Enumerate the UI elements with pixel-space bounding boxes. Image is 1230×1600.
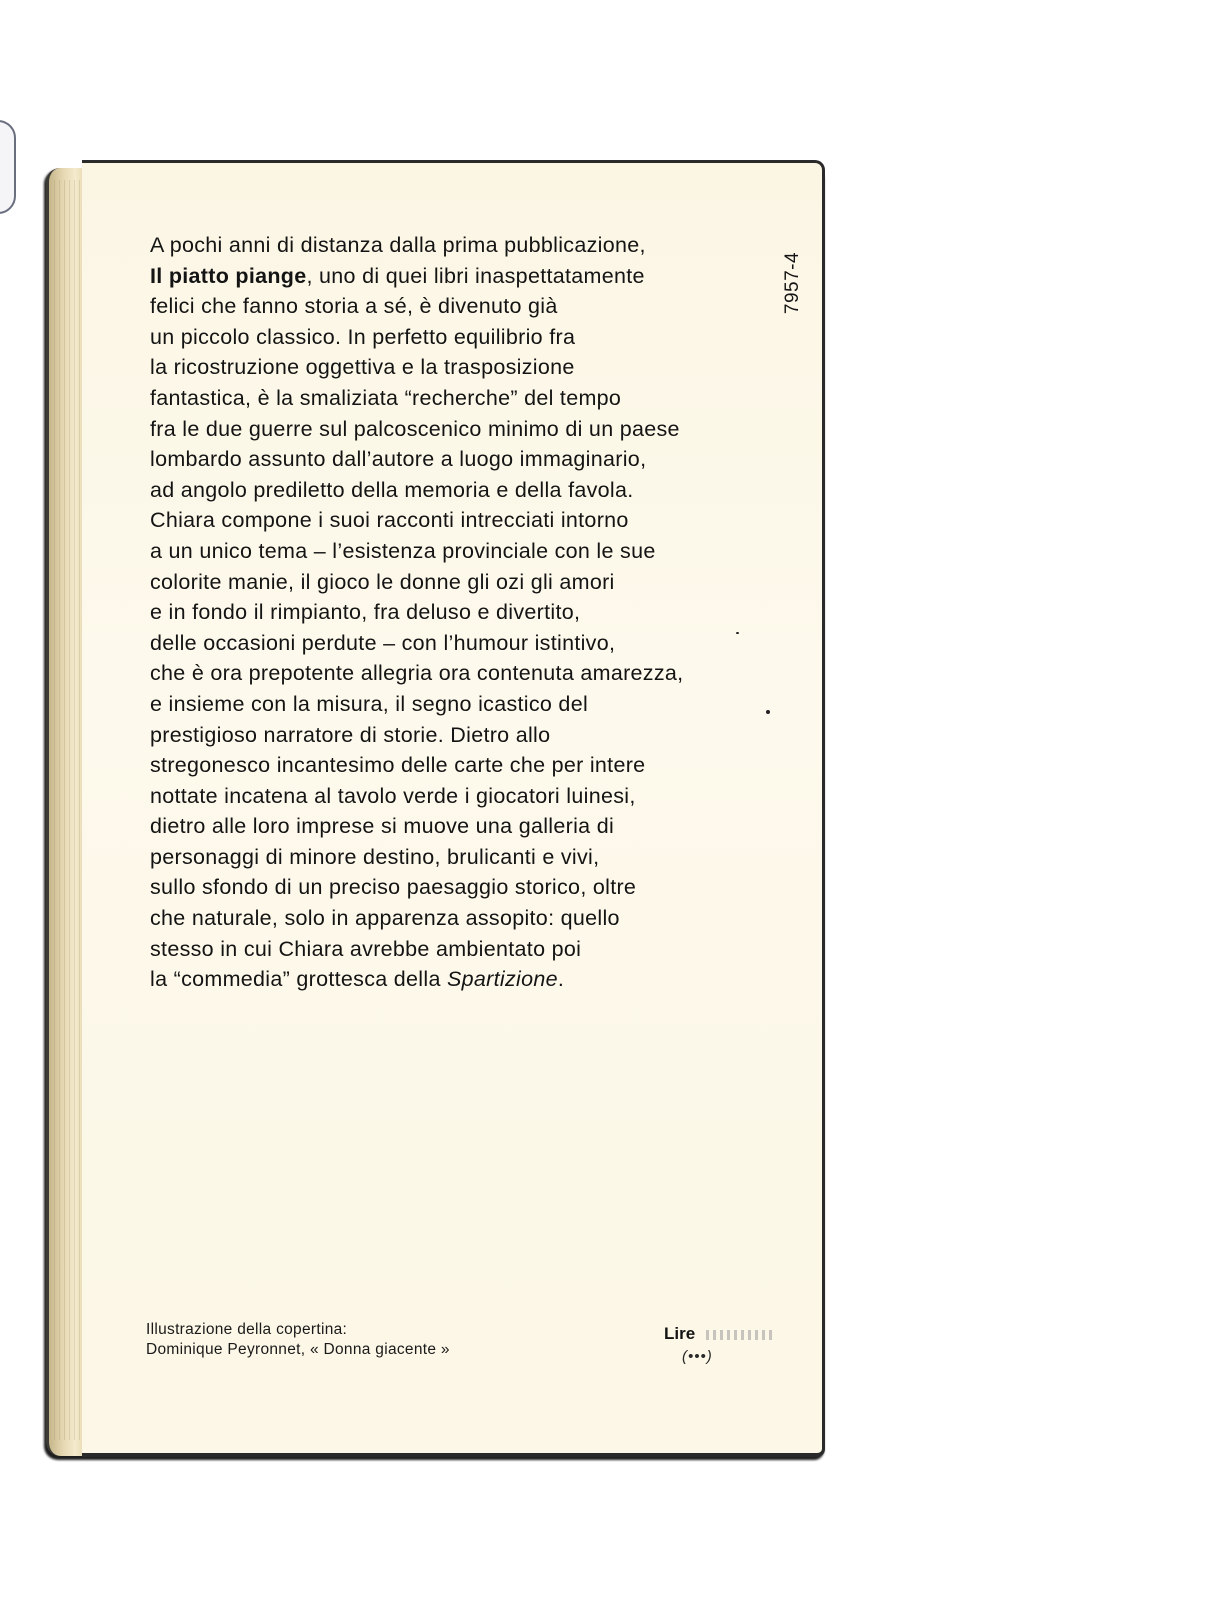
paper-speck: [766, 710, 770, 714]
blurb-segment: colorite manie, il gioco le donne gli ozi gli amori: [150, 569, 615, 594]
blurb-segment: felici che fanno storia a sé, è divenuto già: [150, 294, 558, 319]
blurb-line: [150, 628, 770, 659]
blurb-segment: stregonesco incantesimo delle carte che per intere: [150, 753, 646, 778]
blurb-segment: che è ora prepotente allegria ora contenuta amarezza,: [150, 661, 684, 686]
blurb-segment: lombardo assunto dall’autore a luogo immaginario,: [150, 447, 647, 472]
blurb-line: [150, 261, 770, 292]
blurb-segment: prestigioso narratore di storie. Dietro allo: [150, 722, 551, 747]
blurb-segment: e insieme con la misura, il segno icastico del: [150, 691, 589, 716]
spine-texture: [54, 180, 84, 1440]
price-label: Lire: [664, 1324, 696, 1343]
blurb-segment: Chiara compone i suoi racconti intrecciati intorno: [150, 508, 629, 533]
blurb-line: [150, 414, 770, 445]
blurb-text: [150, 230, 770, 995]
blurb-line: [150, 536, 770, 567]
blurb-segment: la ricostruzione oggettiva e la trasposizione: [150, 355, 575, 380]
paper-speck: [736, 632, 739, 634]
blurb-segment: delle occasioni perdute – con l’humour istintivo,: [150, 630, 616, 655]
italic-title-text: Spartizione: [446, 967, 558, 992]
blurb-line: [150, 750, 770, 781]
blurb-segment: ad angolo prediletto della memoria e della favola.: [150, 477, 634, 502]
blurb-segment: .: [557, 967, 565, 992]
blurb-line: [150, 658, 770, 689]
price-smudge: [706, 1330, 772, 1340]
blurb-segment: che naturale, solo in apparenza assopito: quello: [150, 906, 620, 931]
blurb-line: [150, 383, 770, 414]
blurb-segment: dietro alle loro imprese si muove una galleria di: [150, 814, 615, 839]
blurb-line: [150, 903, 770, 934]
cover-credit: [146, 1320, 450, 1360]
blurb-segment: fra le due guerre sul palcoscenico minimo di un paese: [150, 416, 680, 441]
blurb-line: [150, 567, 770, 598]
blurb-line: [150, 689, 770, 720]
price-mark: (•••): [682, 1348, 713, 1365]
scanner-edge: [0, 120, 16, 214]
blurb-segment: sullo sfondo di un preciso paesaggio storico, oltre: [150, 875, 637, 900]
blurb-line: [150, 505, 770, 536]
blurb-segment: nottate incatena al tavolo verde i giocatori luinesi,: [150, 783, 636, 808]
blurb-line: [150, 352, 770, 383]
blurb-segment: personaggi di minore destino, brulicanti e vivi,: [150, 844, 600, 869]
blurb-segment: la “commedia” grottesca della: [150, 967, 447, 992]
blurb-segment: a un unico tema – l’esistenza provinciale con le sue: [150, 538, 656, 563]
blurb-line: [150, 597, 770, 628]
blurb-line: [150, 842, 770, 873]
blurb-segment: e in fondo il rimpianto, fra deluso e divertito,: [150, 600, 581, 625]
catalog-number: 7957-4: [782, 251, 803, 315]
blurb-line: [150, 444, 770, 475]
blurb-segment: , uno di quei libri inaspettatamente: [306, 263, 645, 288]
blurb-line: [150, 781, 770, 812]
book-title-text: Il piatto piange: [150, 263, 307, 288]
blurb-line: [150, 720, 770, 751]
blurb-line: [150, 475, 770, 506]
blurb-line: [150, 934, 770, 965]
blurb-line: [150, 291, 770, 322]
blurb-line: [150, 322, 770, 353]
blurb-segment: fantastica, è la smaliziata “recherche” del tempo: [150, 385, 622, 410]
blurb-line: [150, 964, 770, 995]
credit-line: Dominique Peyronnet, « Donna giacente »: [146, 1341, 450, 1358]
credit-line: Illustrazione della copertina:: [146, 1321, 348, 1338]
blurb-segment: A pochi anni di distanza dalla prima pubblicazione,: [150, 233, 646, 257]
blurb-segment: un piccolo classico. In perfetto equilibrio fra: [150, 324, 576, 349]
blurb-segment: stesso in cui Chiara avrebbe ambientato poi: [150, 936, 582, 961]
blurb-line: [150, 230, 770, 261]
blurb-line: [150, 872, 770, 903]
blurb-line: [150, 811, 770, 842]
